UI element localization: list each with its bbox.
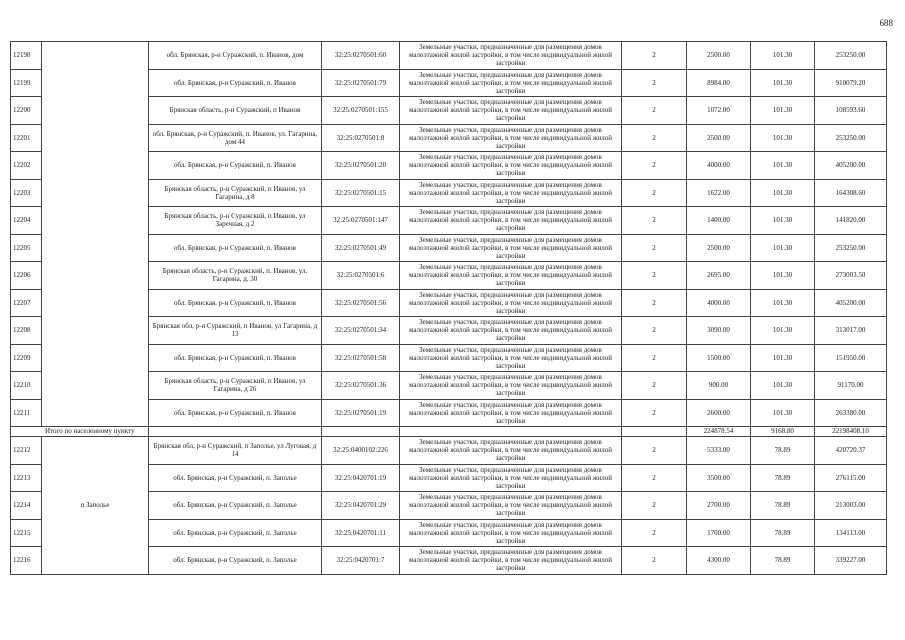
- cell-rate: 78.89: [751, 437, 815, 465]
- cell-permitted-use: Земельные участки, предназначенные для размещения домов малоэтажной жилой застройки, в том числе индивидуальной жилой застройки: [400, 317, 622, 345]
- cell-area: 4300.00: [687, 547, 751, 575]
- cell-permitted-use: Земельные участки, предназначенные для размещения домов малоэтажной жилой застройки, в том числе индивидуальной жилой застройки: [400, 262, 622, 290]
- cell-id: 12210: [11, 372, 42, 400]
- cell-permitted-use: Земельные участки, предназначенные для размещения домов малоэтажной жилой застройки, в том числе индивидуальной жилой застройки: [400, 547, 622, 575]
- cell-id: 12207: [11, 289, 42, 317]
- cell-rate: 101.30: [751, 69, 815, 97]
- cell-area: 900.00: [687, 372, 751, 400]
- cell-cadastral-value: 405200.00: [815, 289, 887, 317]
- cell-permitted-use: Земельные участки, предназначенные для размещения домов малоэтажной жилой застройки, в том числе индивидуальной жилой застройки: [400, 464, 622, 492]
- cell-cadastral-value: 313017.00: [815, 317, 887, 345]
- cell-address: Брянская обл, р-н Суражский, п Иванов, ул Гагарина, д 13: [149, 317, 322, 345]
- cell-cadastral-value: 910079.20: [815, 69, 887, 97]
- cell-cadastral-number: 32:25:0270501:6: [322, 262, 400, 290]
- cell-category: 2: [622, 69, 687, 97]
- cell-cadastral-number: 32:25:0270501:60: [322, 42, 400, 70]
- cell-cadastral-number: 32:25:0420701:19: [322, 464, 400, 492]
- cell-rate: 78.89: [751, 519, 815, 547]
- cell-area: 3500.00: [687, 464, 751, 492]
- subtotal-section: [11, 427, 887, 437]
- cell-cadastral-value: 91170.00: [815, 372, 887, 400]
- cell-id: 12204: [11, 207, 42, 235]
- cell-area: 5333.00: [687, 437, 751, 465]
- cell-id: 12212: [11, 437, 42, 465]
- cell-rate: 101.30: [751, 234, 815, 262]
- cell-address: Брянская область, р-н Суражский, п Иванов, ул Гагарина, д 26: [149, 372, 322, 400]
- subtotal-value: 22198408.10: [815, 427, 887, 437]
- cell-id: 12214: [11, 492, 42, 520]
- cell-cadastral-value: 151950.00: [815, 344, 887, 372]
- cell-category: 2: [622, 372, 687, 400]
- cell-rate: 78.89: [751, 492, 815, 520]
- cell-cadastral-number: 32:25:0270501:79: [322, 69, 400, 97]
- cell-area: 1072.00: [687, 97, 751, 125]
- cell-cadastral-number: 32:25:0270501:56: [322, 289, 400, 317]
- cell-cadastral-number: 32:25:0420701:11: [322, 519, 400, 547]
- cell-address: обл. Брянская, р-н Суражский, п. Иванов, ул. Гагарина, дом 44: [149, 124, 322, 152]
- cell-rate: 101.30: [751, 289, 815, 317]
- cell-id: 12213: [11, 464, 42, 492]
- cell-cadastral-value: 141820.00: [815, 207, 887, 235]
- table-row: [11, 42, 887, 70]
- cell-address: обл. Брянская, р-н Суражский, п. Иванов, дом: [149, 42, 322, 70]
- cell-area: 3090.00: [687, 317, 751, 345]
- cell-cadastral-value: 213003.00: [815, 492, 887, 520]
- cell-permitted-use: Земельные участки, предназначенные для размещения домов малоэтажной жилой застройки, в том числе индивидуальной жилой застройки: [400, 124, 622, 152]
- cell-category: 2: [622, 317, 687, 345]
- cell-category: 2: [622, 437, 687, 465]
- cell-category: 2: [622, 207, 687, 235]
- cell-id: 12205: [11, 234, 42, 262]
- page-number: 688: [879, 18, 893, 28]
- cell-cadastral-value: 263380.00: [815, 399, 887, 427]
- cell-rate: 101.30: [751, 179, 815, 207]
- cell-cadastral-value: 405200.00: [815, 152, 887, 180]
- cell-area: 4000.00: [687, 289, 751, 317]
- cell-cadastral-value: 420720.37: [815, 437, 887, 465]
- cell-cadastral-value: 253250.00: [815, 124, 887, 152]
- cell-settlement: п Заполье: [42, 437, 149, 575]
- cell-address: Брянская область, р-н Суражский, п Иванов, ул Гагарина, д 8: [149, 179, 322, 207]
- cell-cadastral-number: 32:25:0270501:34: [322, 317, 400, 345]
- table-body-zapolye: [11, 437, 887, 575]
- cell-address: обл. Брянская, р-н Суражский, п. Иванов: [149, 344, 322, 372]
- cell-category: 2: [622, 344, 687, 372]
- cell-area: 8984.00: [687, 69, 751, 97]
- cell-category: 2: [622, 234, 687, 262]
- cell-rate: 101.30: [751, 207, 815, 235]
- cell-area: 2600.00: [687, 399, 751, 427]
- cell-address: обл. Брянская, р-н Суражский, п. Заполье: [149, 547, 322, 575]
- cell-address: обл. Брянская, р-н Суражский, п. Заполье: [149, 464, 322, 492]
- cell-cadastral-value: 253250.00: [815, 42, 887, 70]
- subtotal-empty-1: [149, 427, 322, 437]
- cell-category: 2: [622, 519, 687, 547]
- cell-category: 2: [622, 179, 687, 207]
- cell-cadastral-number: 32:25:0270501:8: [322, 124, 400, 152]
- cell-cadastral-number: 32:25:0270501:19: [322, 399, 400, 427]
- table-body-ivanov: [11, 42, 887, 427]
- cell-cadastral-value: 253250.00: [815, 234, 887, 262]
- cell-permitted-use: Земельные участки, предназначенные для размещения домов малоэтажной жилой застройки, в том числе индивидуальной жилой застройки: [400, 97, 622, 125]
- cell-address: Брянская область, р-н Суражский, п Иванов: [149, 97, 322, 125]
- cell-permitted-use: Земельные участки, предназначенные для размещения домов малоэтажной жилой застройки, в том числе индивидуальной жилой застройки: [400, 399, 622, 427]
- cell-area: 4000.00: [687, 152, 751, 180]
- cell-cadastral-value: 108593.60: [815, 97, 887, 125]
- cell-rate: 101.30: [751, 262, 815, 290]
- cell-rate: 101.30: [751, 42, 815, 70]
- cell-permitted-use: Земельные участки, предназначенные для размещения домов малоэтажной жилой застройки, в том числе индивидуальной жилой застройки: [400, 152, 622, 180]
- cell-area: 1700.00: [687, 519, 751, 547]
- cell-id: 12202: [11, 152, 42, 180]
- cell-rate: 101.30: [751, 152, 815, 180]
- cell-id: 12206: [11, 262, 42, 290]
- cell-cadastral-value: 273003.50: [815, 262, 887, 290]
- table-row: [11, 437, 887, 465]
- cell-category: 2: [622, 492, 687, 520]
- cell-cadastral-number: 32:25:0270501:15: [322, 179, 400, 207]
- cell-area: 1500.00: [687, 344, 751, 372]
- cell-area: 2695.00: [687, 262, 751, 290]
- cell-id: 12215: [11, 519, 42, 547]
- cell-permitted-use: Земельные участки, предназначенные для размещения домов малоэтажной жилой застройки, в том числе индивидуальной жилой застройки: [400, 437, 622, 465]
- cell-rate: 101.30: [751, 97, 815, 125]
- cell-rate: 101.30: [751, 317, 815, 345]
- cell-id: 12203: [11, 179, 42, 207]
- cell-address: обл. Брянская, р-н Суражский, п. Иванов: [149, 289, 322, 317]
- cell-permitted-use: Земельные участки, предназначенные для размещения домов малоэтажной жилой застройки, в том числе индивидуальной жилой застройки: [400, 69, 622, 97]
- cell-cadastral-number: 32:25:0270501:155: [322, 97, 400, 125]
- subtotal-empty-4: [622, 427, 687, 437]
- cell-category: 2: [622, 399, 687, 427]
- cell-cadastral-number: 32:25:0270501:58: [322, 344, 400, 372]
- cell-address: Брянская обл, р-н Суражский, п Заполье, ул Луговая, д 14: [149, 437, 322, 465]
- cell-cadastral-value: 339227.00: [815, 547, 887, 575]
- cell-id: 12201: [11, 124, 42, 152]
- cell-cadastral-number: 32:25:0270501:49: [322, 234, 400, 262]
- cell-id: 12209: [11, 344, 42, 372]
- cell-rate: 101.30: [751, 399, 815, 427]
- cell-permitted-use: Земельные участки, предназначенные для размещения домов малоэтажной жилой застройки, в том числе индивидуальной жилой застройки: [400, 179, 622, 207]
- cell-cadastral-number: 32:25:0400102:226: [322, 437, 400, 465]
- cell-category: 2: [622, 547, 687, 575]
- cell-cadastral-value: 164308.60: [815, 179, 887, 207]
- cell-category: 2: [622, 152, 687, 180]
- cell-id: 12211: [11, 399, 42, 427]
- subtotal-empty-2: [322, 427, 400, 437]
- cell-permitted-use: Земельные участки, предназначенные для размещения домов малоэтажной жилой застройки, в том числе индивидуальной жилой застройки: [400, 372, 622, 400]
- land-registry-table: [10, 41, 887, 575]
- cell-category: 2: [622, 42, 687, 70]
- cell-permitted-use: Земельные участки, предназначенные для размещения домов малоэтажной жилой застройки, в том числе индивидуальной жилой застройки: [400, 234, 622, 262]
- cell-address: обл. Брянская, р-н Суражский, п. Иванов: [149, 69, 322, 97]
- cell-address: обл. Брянская, р-н Суражский, п. Заполье: [149, 519, 322, 547]
- cell-area: 2500.00: [687, 42, 751, 70]
- cell-permitted-use: Земельные участки, предназначенные для размещения домов малоэтажной жилой застройки, в том числе индивидуальной жилой застройки: [400, 492, 622, 520]
- cell-id: 12216: [11, 547, 42, 575]
- cell-permitted-use: Земельные участки, предназначенные для размещения домов малоэтажной жилой застройки, в том числе индивидуальной жилой застройки: [400, 42, 622, 70]
- cell-cadastral-number: 32:25:0270501:36: [322, 372, 400, 400]
- cell-rate: 101.30: [751, 344, 815, 372]
- cell-address: Брянская область, р-н Суражский, п. Иванов, ул. Гагарина, д. 30: [149, 262, 322, 290]
- cell-rate: 101.30: [751, 372, 815, 400]
- cell-category: 2: [622, 289, 687, 317]
- cell-area: 2500.00: [687, 234, 751, 262]
- cell-category: 2: [622, 262, 687, 290]
- subtotal-label: Итого по населенному пункту: [11, 427, 149, 437]
- cell-cadastral-number: 32:25:0270501:147: [322, 207, 400, 235]
- cell-area: 2700.00: [687, 492, 751, 520]
- cell-area: 1622.00: [687, 179, 751, 207]
- subtotal-rate: 9168.80: [751, 427, 815, 437]
- cell-cadastral-number: 32:25:0420701:29: [322, 492, 400, 520]
- cell-permitted-use: Земельные участки, предназначенные для размещения домов малоэтажной жилой застройки, в том числе индивидуальной жилой застройки: [400, 207, 622, 235]
- cell-address: обл. Брянская, р-н Суражский, п. Иванов: [149, 234, 322, 262]
- cell-rate: 101.30: [751, 124, 815, 152]
- cell-area: 1400.00: [687, 207, 751, 235]
- subtotal-empty-3: [400, 427, 622, 437]
- cell-area: 2500.00: [687, 124, 751, 152]
- cell-cadastral-value: 276115.00: [815, 464, 887, 492]
- cell-address: Брянская область, р-н Суражский, п Иванов, ул Заречная, д 2: [149, 207, 322, 235]
- cell-rate: 78.89: [751, 547, 815, 575]
- cell-permitted-use: Земельные участки, предназначенные для размещения домов малоэтажной жилой застройки, в том числе индивидуальной жилой застройки: [400, 519, 622, 547]
- cell-category: 2: [622, 464, 687, 492]
- cell-category: 2: [622, 97, 687, 125]
- cell-cadastral-value: 134113.00: [815, 519, 887, 547]
- cell-address: обл. Брянская, р-н Суражский, п. Иванов: [149, 152, 322, 180]
- cell-address: обл. Брянская, р-н Суражский, п. Иванов: [149, 399, 322, 427]
- cell-category: 2: [622, 124, 687, 152]
- cell-id: 12198: [11, 42, 42, 70]
- cell-cadastral-number: 32:25:0270501:20: [322, 152, 400, 180]
- cell-rate: 78.89: [751, 464, 815, 492]
- cell-permitted-use: Земельные участки, предназначенные для размещения домов малоэтажной жилой застройки, в том числе индивидуальной жилой застройки: [400, 344, 622, 372]
- cell-id: 12199: [11, 69, 42, 97]
- cell-id: 12208: [11, 317, 42, 345]
- cell-settlement: [42, 42, 149, 427]
- subtotal-row: [11, 427, 887, 437]
- cell-permitted-use: Земельные участки, предназначенные для размещения домов малоэтажной жилой застройки, в том числе индивидуальной жилой застройки: [400, 289, 622, 317]
- cell-cadastral-number: 32:25:0420701:7: [322, 547, 400, 575]
- cell-address: обл. Брянская, р-н Суражский, п. Заполье: [149, 492, 322, 520]
- subtotal-area: 224878.54: [687, 427, 751, 437]
- cell-id: 12200: [11, 97, 42, 125]
